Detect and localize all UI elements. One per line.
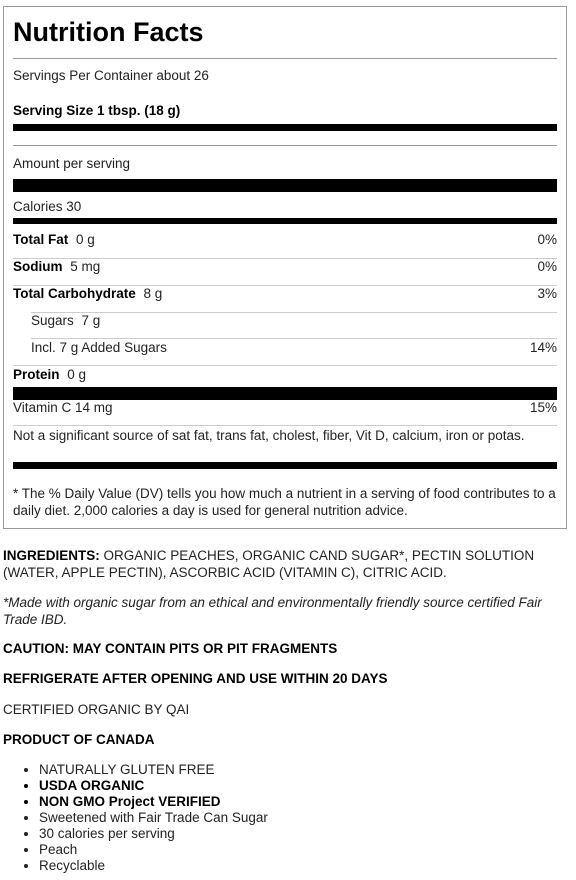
row-divider — [31, 312, 557, 313]
nutrient-label: Total Carbohydrate — [13, 286, 136, 301]
nutrient-row-total-carbohydrate — [13, 286, 162, 301]
thick-divider — [13, 462, 557, 469]
divider — [13, 58, 557, 59]
product-of: PRODUCT OF CANADA — [3, 732, 155, 747]
ingredients — [3, 547, 573, 581]
nutrition-facts-title: Nutrition Facts — [13, 17, 204, 47]
list-item: • Recyclable — [39, 858, 268, 874]
refrigerate-statement: REFRIGERATE AFTER OPENING AND USE WITHIN 20 DAYS — [3, 671, 388, 686]
nutrient-row-added-sugars: Incl. 7 g Added Sugars — [31, 340, 167, 355]
nutrient-amount: 8 g — [143, 286, 163, 301]
nutrient-amount: 5 mg — [70, 259, 101, 274]
feature-list — [0, 762, 268, 874]
thick-divider — [13, 179, 557, 192]
made-with-note: *Made with organic sugar from an ethical and environmentally friendly source certified Fair Trade IBD. — [3, 595, 542, 627]
nutrient-row-protein — [13, 367, 86, 382]
serving-size: Serving Size 1 tbsp. (18 g) — [13, 103, 181, 118]
daily-value-footnote: * The % Daily Value (DV) tells you how much a nutrient in a serving of food contributes to a daily diet. 2,000 calories a day is used for general nutrition advice. — [13, 486, 556, 518]
divider — [13, 145, 557, 146]
nutrient-dv: 3% — [537, 286, 557, 301]
nutrient-row-sodium — [13, 259, 100, 274]
vitamin-c-dv: 15% — [529, 400, 557, 415]
nutrition-facts-inner — [13, 7, 557, 530]
certified-organic: CERTIFIED ORGANIC BY QAI — [3, 702, 190, 717]
nutrient-row-sugars — [31, 313, 100, 328]
thick-divider — [13, 387, 557, 400]
ingredients-label: INGREDIENTS: — [3, 548, 100, 563]
vitamin-c-label: Vitamin C 14 mg — [13, 400, 113, 415]
row-divider — [31, 338, 557, 339]
nutrient-row-total-fat — [13, 232, 95, 247]
nutrient-label: Total Fat — [13, 232, 69, 247]
list-item: • 30 calories per serving — [39, 826, 268, 842]
row-divider — [13, 365, 557, 366]
amount-per-serving: Amount per serving — [13, 156, 131, 171]
list-item: • USDA ORGANIC — [39, 778, 268, 794]
nutrient-amount: 7 g — [81, 313, 101, 328]
caution-statement: CAUTION: MAY CONTAIN PITS OR PIT FRAGMENTS — [3, 641, 338, 656]
list-item: • Peach — [39, 842, 268, 858]
row-divider — [13, 425, 557, 426]
nutrient-dv: 0% — [537, 259, 557, 274]
nutrient-label: Sodium — [13, 259, 63, 274]
nutrient-dv: 14% — [529, 340, 557, 355]
nutrition-facts-panel — [3, 6, 567, 529]
calories: Calories 30 — [13, 199, 82, 214]
thick-divider — [13, 218, 557, 224]
thick-divider — [13, 124, 557, 131]
nutrient-amount: 0 g — [67, 367, 87, 382]
nutrient-dv: 0% — [537, 232, 557, 247]
ingredients-text: ORGANIC PEACHES, ORGANIC CAND SUGAR*, PECTIN SOLUTION (WATER, APPLE PECTIN), ASCORBIC ACID (VITAMIN C), CITRIC ACID. — [3, 548, 535, 580]
list-item: • Sweetened with Fair Trade Can Sugar — [39, 810, 268, 826]
nutrient-amount: 0 g — [76, 232, 95, 247]
list-item: • NON GMO Project VERIFIED — [39, 794, 268, 810]
nutrient-label: Sugars — [31, 313, 74, 328]
list-item: • NATURALLY GLUTEN FREE — [39, 762, 268, 778]
nutrient-label: Protein — [13, 367, 60, 382]
servings-per-container: Servings Per Container about 26 — [13, 68, 209, 83]
not-significant-note: Not a significant source of sat fat, trans fat, cholest, fiber, Vit D, calcium, iron or potas. — [13, 428, 525, 443]
